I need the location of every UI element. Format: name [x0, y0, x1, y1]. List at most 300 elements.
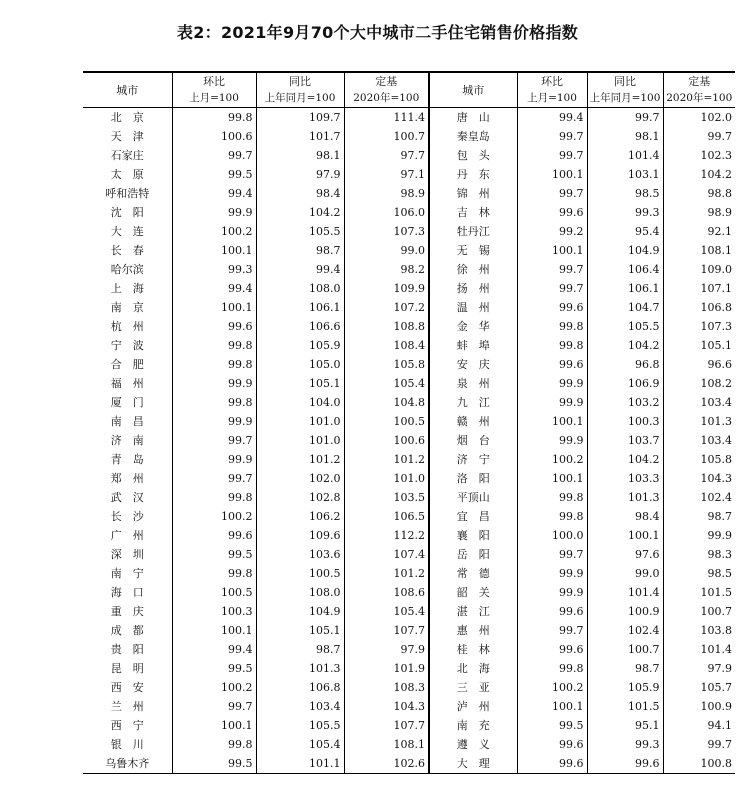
mom-value: 99.6 — [172, 317, 256, 336]
table-row — [83, 640, 735, 659]
mom-value: 99.4 — [517, 108, 587, 128]
city-name: 烟 台 — [429, 431, 517, 450]
yoy-value: 99.3 — [587, 203, 663, 222]
fixed-value: 103.5 — [344, 488, 429, 507]
fixed-value: 97.7 — [344, 146, 429, 165]
city-name: 济 宁 — [429, 450, 517, 469]
header-city: 城市 — [83, 72, 172, 108]
mom-value: 99.7 — [517, 260, 587, 279]
fixed-value: 106.5 — [344, 507, 429, 526]
table-row — [83, 165, 735, 184]
yoy-value: 106.2 — [256, 507, 344, 526]
price-index-table — [83, 71, 735, 774]
fixed-value: 109.9 — [344, 279, 429, 298]
mom-value: 100.5 — [172, 583, 256, 602]
table-body — [83, 108, 735, 774]
yoy-value: 109.6 — [256, 526, 344, 545]
mom-value: 99.8 — [517, 488, 587, 507]
mom-value: 99.8 — [172, 564, 256, 583]
city-name: 重 庆 — [110, 605, 144, 618]
fixed-value: 101.0 — [344, 469, 429, 488]
fixed-value: 98.9 — [344, 184, 429, 203]
fixed-value: 97.9 — [344, 640, 429, 659]
yoy-value: 103.2 — [587, 393, 663, 412]
fixed-value: 108.6 — [344, 583, 429, 602]
header-fixed-base: 2020年=100 — [663, 90, 735, 108]
fixed-value: 100.9 — [663, 697, 735, 716]
city-name: 贵 阳 — [110, 643, 144, 656]
table-row — [83, 393, 735, 412]
fixed-value: 103.4 — [663, 431, 735, 450]
mom-value: 99.4 — [172, 184, 256, 203]
mom-value: 99.9 — [517, 393, 587, 412]
city-name: 温 州 — [429, 298, 517, 317]
mom-value: 99.6 — [517, 203, 587, 222]
yoy-value: 106.8 — [256, 678, 344, 697]
mom-value: 100.1 — [517, 241, 587, 260]
fixed-value: 98.3 — [663, 545, 735, 564]
city-name: 沈 阳 — [110, 206, 144, 219]
city-name: 平顶山 — [429, 488, 517, 507]
mom-value: 100.6 — [172, 127, 256, 146]
header-fixed-base: 2020年=100 — [344, 90, 429, 108]
city-name: 南 京 — [110, 301, 144, 314]
mom-value: 99.9 — [172, 450, 256, 469]
yoy-value: 98.7 — [587, 659, 663, 678]
fixed-value: 96.6 — [663, 355, 735, 374]
city-name: 桂 林 — [429, 640, 517, 659]
fixed-value: 98.5 — [663, 564, 735, 583]
fixed-value: 100.6 — [344, 431, 429, 450]
yoy-value: 101.1 — [256, 754, 344, 774]
fixed-value: 106.8 — [663, 298, 735, 317]
fixed-value: 102.4 — [663, 488, 735, 507]
fixed-value: 101.4 — [663, 640, 735, 659]
mom-value: 99.8 — [172, 336, 256, 355]
mom-value: 99.8 — [517, 317, 587, 336]
fixed-value: 105.7 — [663, 678, 735, 697]
table-row — [83, 146, 735, 165]
table-row — [83, 697, 735, 716]
table-row — [83, 317, 735, 336]
city-name: 锦 州 — [429, 184, 517, 203]
city-name: 南 昌 — [110, 415, 144, 428]
header-mom-base: 上月=100 — [172, 90, 256, 108]
mom-value: 100.1 — [172, 621, 256, 640]
yoy-value: 104.9 — [587, 241, 663, 260]
mom-value: 99.5 — [172, 754, 256, 774]
yoy-value: 103.4 — [256, 697, 344, 716]
yoy-value: 102.8 — [256, 488, 344, 507]
yoy-value: 105.5 — [587, 317, 663, 336]
fixed-value: 99.0 — [344, 241, 429, 260]
mom-value: 100.1 — [517, 697, 587, 716]
table-row — [83, 241, 735, 260]
mom-value: 99.8 — [172, 108, 256, 128]
mom-value: 99.8 — [172, 393, 256, 412]
table-row — [83, 412, 735, 431]
fixed-value: 108.3 — [344, 678, 429, 697]
mom-value: 100.2 — [517, 450, 587, 469]
table-row — [83, 583, 735, 602]
city-name: 厦 门 — [110, 396, 144, 409]
fixed-value: 107.3 — [663, 317, 735, 336]
fixed-value: 105.8 — [663, 450, 735, 469]
fixed-value: 101.2 — [344, 450, 429, 469]
yoy-value: 101.3 — [256, 659, 344, 678]
city-name: 大 连 — [110, 225, 144, 238]
mom-value: 99.7 — [172, 146, 256, 165]
fixed-value: 111.4 — [344, 108, 429, 128]
city-name: 安 庆 — [429, 355, 517, 374]
fixed-value: 98.7 — [663, 507, 735, 526]
table-row — [83, 507, 735, 526]
fixed-value: 107.7 — [344, 621, 429, 640]
fixed-value: 108.2 — [663, 374, 735, 393]
mom-value: 100.1 — [172, 241, 256, 260]
yoy-value: 104.9 — [256, 602, 344, 621]
city-name: 济 南 — [110, 434, 144, 447]
fixed-value: 92.1 — [663, 222, 735, 241]
city-name: 武 汉 — [110, 491, 144, 504]
fixed-value: 100.8 — [663, 754, 735, 774]
mom-value: 99.5 — [172, 165, 256, 184]
city-name: 乌鲁木齐 — [83, 754, 172, 774]
mom-value: 99.9 — [172, 203, 256, 222]
mom-value: 100.1 — [172, 716, 256, 735]
city-name: 广 州 — [110, 529, 144, 542]
yoy-value: 99.3 — [587, 735, 663, 754]
fixed-value: 100.5 — [344, 412, 429, 431]
mom-value: 99.6 — [517, 640, 587, 659]
city-name: 福 州 — [110, 377, 144, 390]
yoy-value: 106.6 — [256, 317, 344, 336]
mom-value: 99.4 — [172, 279, 256, 298]
mom-value: 99.8 — [517, 507, 587, 526]
mom-value: 99.8 — [172, 488, 256, 507]
fixed-value: 104.3 — [663, 469, 735, 488]
mom-value: 99.6 — [172, 526, 256, 545]
city-name: 吉 林 — [429, 203, 517, 222]
yoy-value: 105.4 — [256, 735, 344, 754]
table-row — [83, 431, 735, 450]
fixed-value: 106.0 — [344, 203, 429, 222]
mom-value: 99.6 — [517, 298, 587, 317]
mom-value: 99.5 — [172, 545, 256, 564]
yoy-value: 100.1 — [587, 526, 663, 545]
yoy-value: 96.8 — [587, 355, 663, 374]
city-name: 西 安 — [110, 681, 144, 694]
fixed-value: 112.2 — [344, 526, 429, 545]
city-name: 郑 州 — [110, 472, 144, 485]
header-mom-base: 上月=100 — [517, 90, 587, 108]
city-name: 蚌 埠 — [429, 336, 517, 355]
yoy-value: 98.4 — [587, 507, 663, 526]
yoy-value: 101.3 — [587, 488, 663, 507]
fixed-value: 107.4 — [344, 545, 429, 564]
mom-value: 99.8 — [172, 735, 256, 754]
city-name: 岳 阳 — [429, 545, 517, 564]
mom-value: 100.3 — [172, 602, 256, 621]
table-row — [83, 716, 735, 735]
mom-value: 99.5 — [517, 716, 587, 735]
yoy-value: 101.5 — [587, 697, 663, 716]
table-header — [83, 72, 735, 108]
yoy-value: 98.7 — [256, 640, 344, 659]
yoy-value: 101.0 — [256, 431, 344, 450]
mom-value: 99.7 — [517, 621, 587, 640]
mom-value: 99.6 — [517, 735, 587, 754]
yoy-value: 95.4 — [587, 222, 663, 241]
mom-value: 99.9 — [172, 374, 256, 393]
city-name: 昆 明 — [110, 662, 144, 675]
mom-value: 99.7 — [517, 127, 587, 146]
mom-value: 100.1 — [517, 412, 587, 431]
city-name: 北 京 — [110, 111, 144, 124]
yoy-value: 100.3 — [587, 412, 663, 431]
city-name: 宜 昌 — [429, 507, 517, 526]
city-name: 九 江 — [429, 393, 517, 412]
table-row — [83, 336, 735, 355]
mom-value: 99.7 — [517, 279, 587, 298]
table-row — [83, 108, 735, 128]
yoy-value: 103.7 — [587, 431, 663, 450]
fixed-value: 107.7 — [344, 716, 429, 735]
fixed-value: 101.3 — [663, 412, 735, 431]
mom-value: 99.8 — [172, 355, 256, 374]
mom-value: 100.1 — [172, 298, 256, 317]
yoy-value: 98.5 — [587, 184, 663, 203]
fixed-value: 97.1 — [344, 165, 429, 184]
mom-value: 99.9 — [172, 412, 256, 431]
header-fixed: 定基 — [344, 72, 429, 90]
fixed-value: 100.7 — [344, 127, 429, 146]
mom-value: 99.6 — [517, 754, 587, 774]
yoy-value: 105.9 — [587, 678, 663, 697]
city-name: 上 海 — [110, 282, 144, 295]
yoy-value: 106.1 — [256, 298, 344, 317]
mom-value: 100.2 — [172, 222, 256, 241]
header-fixed: 定基 — [663, 72, 735, 90]
table-row — [83, 450, 735, 469]
fixed-value: 100.7 — [663, 602, 735, 621]
fixed-value: 105.4 — [344, 374, 429, 393]
yoy-value: 105.1 — [256, 621, 344, 640]
fixed-value: 104.8 — [344, 393, 429, 412]
table-row — [83, 526, 735, 545]
fixed-value: 99.7 — [663, 735, 735, 754]
yoy-value: 105.5 — [256, 222, 344, 241]
mom-value: 99.7 — [172, 469, 256, 488]
yoy-value: 105.0 — [256, 355, 344, 374]
table-row — [83, 488, 735, 507]
yoy-value: 99.6 — [587, 754, 663, 774]
yoy-value: 98.7 — [256, 241, 344, 260]
mom-value: 99.9 — [517, 583, 587, 602]
fixed-value: 108.8 — [344, 317, 429, 336]
table-row — [83, 279, 735, 298]
mom-value: 99.8 — [517, 336, 587, 355]
city-name: 韶 关 — [429, 583, 517, 602]
fixed-value: 103.4 — [663, 393, 735, 412]
city-name: 牡丹江 — [429, 222, 517, 241]
city-name: 西 宁 — [110, 719, 144, 732]
city-name: 大 理 — [429, 754, 517, 774]
city-name: 杭 州 — [110, 320, 144, 333]
header-yoy: 同比 — [587, 72, 663, 90]
fixed-value: 108.1 — [344, 735, 429, 754]
city-name: 合 肥 — [110, 358, 144, 371]
city-name: 兰 州 — [110, 700, 144, 713]
mom-value: 99.2 — [517, 222, 587, 241]
mom-value: 99.7 — [517, 184, 587, 203]
fixed-value: 102.3 — [663, 146, 735, 165]
mom-value: 99.7 — [517, 545, 587, 564]
city-name: 呼和浩特 — [105, 187, 150, 200]
yoy-value: 100.7 — [587, 640, 663, 659]
mom-value: 99.4 — [172, 640, 256, 659]
table-row — [83, 678, 735, 697]
city-name: 海 口 — [110, 586, 144, 599]
table-row — [83, 564, 735, 583]
city-name: 宁 波 — [110, 339, 144, 352]
yoy-value: 106.1 — [587, 279, 663, 298]
table-title: 表2：2021年9月70个大中城市二手住宅销售价格指数 — [176, 23, 579, 42]
mom-value: 99.9 — [517, 374, 587, 393]
yoy-value: 101.2 — [256, 450, 344, 469]
yoy-value: 102.4 — [587, 621, 663, 640]
mom-value: 100.2 — [172, 507, 256, 526]
table-row — [83, 222, 735, 241]
yoy-value: 100.5 — [256, 564, 344, 583]
mom-value: 99.8 — [517, 659, 587, 678]
yoy-value: 103.1 — [587, 165, 663, 184]
table-row — [83, 355, 735, 374]
city-name: 湛 江 — [429, 602, 517, 621]
mom-value: 99.3 — [172, 260, 256, 279]
yoy-value: 95.1 — [587, 716, 663, 735]
table-row — [83, 469, 735, 488]
fixed-value: 104.2 — [663, 165, 735, 184]
yoy-value: 98.1 — [587, 127, 663, 146]
city-name: 三 亚 — [429, 678, 517, 697]
city-name: 扬 州 — [429, 279, 517, 298]
city-name: 赣 州 — [429, 412, 517, 431]
fixed-value: 97.9 — [663, 659, 735, 678]
header-yoy-base: 上年同月=100 — [587, 90, 663, 108]
city-name: 南 充 — [429, 716, 517, 735]
yoy-value: 105.1 — [256, 374, 344, 393]
city-name: 唐 山 — [429, 108, 517, 128]
yoy-value: 103.3 — [587, 469, 663, 488]
yoy-value: 101.0 — [256, 412, 344, 431]
fixed-value: 98.2 — [344, 260, 429, 279]
table-row — [83, 203, 735, 222]
city-name: 丹 东 — [429, 165, 517, 184]
city-name: 泸 州 — [429, 697, 517, 716]
city-name: 常 德 — [429, 564, 517, 583]
table-row — [83, 545, 735, 564]
fixed-value: 99.9 — [663, 526, 735, 545]
yoy-value: 104.2 — [587, 450, 663, 469]
city-name: 长 沙 — [110, 510, 144, 523]
yoy-value: 99.0 — [587, 564, 663, 583]
yoy-value: 98.1 — [256, 146, 344, 165]
table-row — [83, 184, 735, 203]
city-name: 遵 义 — [429, 735, 517, 754]
mom-value: 100.2 — [517, 678, 587, 697]
yoy-value: 106.4 — [587, 260, 663, 279]
fixed-value: 108.1 — [663, 241, 735, 260]
table-row — [83, 260, 735, 279]
yoy-value: 102.0 — [256, 469, 344, 488]
yoy-value: 104.2 — [256, 203, 344, 222]
yoy-value: 99.7 — [587, 108, 663, 128]
fixed-value: 102.0 — [663, 108, 735, 128]
yoy-value: 101.7 — [256, 127, 344, 146]
city-name: 银 川 — [110, 738, 144, 751]
header-mom: 环比 — [517, 72, 587, 90]
yoy-value: 97.9 — [256, 165, 344, 184]
fixed-value: 104.3 — [344, 697, 429, 716]
table-row — [83, 735, 735, 754]
fixed-value: 98.9 — [663, 203, 735, 222]
fixed-value: 99.7 — [663, 127, 735, 146]
table-row — [83, 621, 735, 640]
fixed-value: 108.4 — [344, 336, 429, 355]
yoy-value: 106.9 — [587, 374, 663, 393]
city-name: 秦皇岛 — [429, 127, 517, 146]
yoy-value: 101.4 — [587, 146, 663, 165]
fixed-value: 107.2 — [344, 298, 429, 317]
yoy-value: 109.7 — [256, 108, 344, 128]
city-name: 太 原 — [110, 168, 144, 181]
fixed-value: 109.0 — [663, 260, 735, 279]
mom-value: 100.1 — [517, 469, 587, 488]
table-row — [83, 127, 735, 146]
city-name: 青 岛 — [110, 453, 144, 466]
fixed-value: 105.1 — [663, 336, 735, 355]
mom-value: 99.7 — [172, 697, 256, 716]
fixed-value: 105.8 — [344, 355, 429, 374]
mom-value: 99.6 — [517, 355, 587, 374]
header-city: 城市 — [429, 72, 517, 108]
yoy-value: 104.0 — [256, 393, 344, 412]
fixed-value: 107.1 — [663, 279, 735, 298]
mom-value: 100.1 — [517, 165, 587, 184]
table-row — [83, 754, 735, 774]
table-row — [83, 298, 735, 317]
yoy-value: 104.7 — [587, 298, 663, 317]
yoy-value: 105.5 — [256, 716, 344, 735]
city-name: 哈尔滨 — [110, 263, 144, 276]
fixed-value: 101.2 — [344, 564, 429, 583]
yoy-value: 97.6 — [587, 545, 663, 564]
table-row — [83, 374, 735, 393]
city-name: 徐 州 — [429, 260, 517, 279]
mom-value: 99.5 — [172, 659, 256, 678]
city-name: 惠 州 — [429, 621, 517, 640]
city-name: 深 圳 — [110, 548, 144, 561]
header-yoy: 同比 — [256, 72, 344, 90]
yoy-value: 104.2 — [587, 336, 663, 355]
fixed-value: 101.9 — [344, 659, 429, 678]
city-name: 襄 阳 — [429, 526, 517, 545]
city-name: 泉 州 — [429, 374, 517, 393]
yoy-value: 100.9 — [587, 602, 663, 621]
city-name: 石家庄 — [110, 149, 144, 162]
yoy-value: 105.9 — [256, 336, 344, 355]
